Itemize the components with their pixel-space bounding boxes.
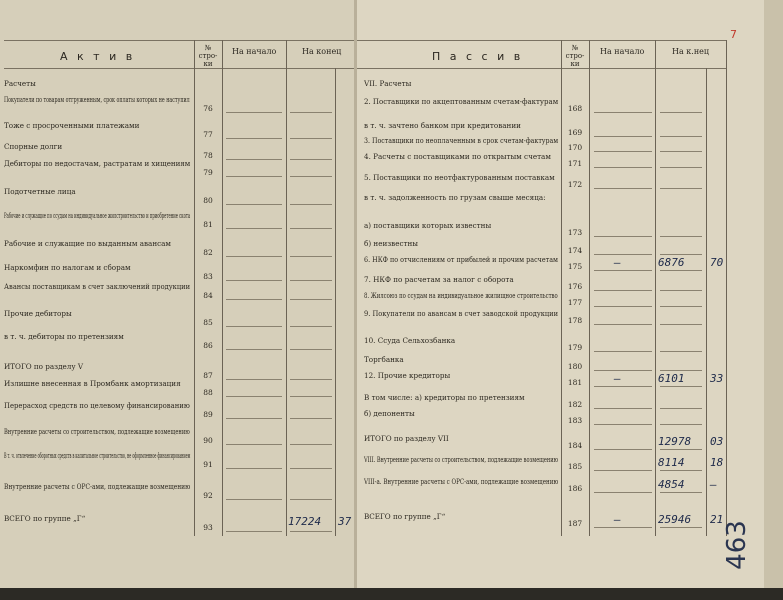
blank-line (660, 254, 702, 255)
header-top-rule (4, 40, 354, 41)
blank-line (594, 167, 652, 168)
page-edge (764, 0, 783, 600)
blank-line (594, 470, 652, 471)
blank-line (660, 449, 702, 450)
blank-line (226, 138, 282, 139)
blank-line (660, 470, 702, 471)
asset-row-label: ВСЕГО по группе „Г“ (4, 514, 86, 523)
corner-mark: 7 (730, 28, 737, 41)
blank-line (594, 306, 652, 307)
blank-line (290, 396, 332, 397)
liability-row-label: в т. ч. задолженность по грузам свыше месяца: (364, 193, 546, 202)
blank-line (660, 151, 702, 152)
liability-row-number: 183 (567, 416, 583, 425)
assets-title: А к т и в (60, 50, 136, 63)
liability-row-number: 177 (567, 298, 583, 307)
asset-row-label: Прочие дебиторы (4, 309, 72, 318)
blank-line (290, 379, 332, 380)
col-line (655, 40, 656, 536)
blank-line (226, 531, 282, 532)
blank-line (660, 112, 702, 113)
col-line (706, 68, 707, 536)
blank-line (660, 188, 702, 189)
asset-row-number: 89 (203, 410, 213, 419)
blank-line (660, 492, 702, 493)
liability-row-label: 5. Поставщики по неотфактурованным поставкам (364, 173, 555, 182)
liability-row-label: 4. Расчеты с поставщиками по открытым счетам (364, 152, 551, 161)
liability-row-number: 178 (567, 316, 583, 325)
blank-line (660, 408, 702, 409)
asset-row-number: 86 (203, 341, 213, 350)
liability-row-label: б) неизвестны (364, 239, 418, 248)
liability-row-number: 184 (567, 441, 583, 450)
blank-line (226, 299, 282, 300)
asset-row-number: 81 (203, 220, 213, 229)
blank-line (290, 280, 332, 281)
liability-start-value: – (614, 256, 621, 269)
blank-line (660, 527, 702, 528)
blank-line (660, 306, 702, 307)
blank-line (594, 370, 652, 371)
blank-line (660, 236, 702, 237)
left-rowno-header: № стро-ки (198, 44, 218, 68)
liability-row-label: 12. Прочие кредиторы (364, 371, 451, 380)
blank-line (660, 351, 702, 352)
asset-row-label: Дебиторы по недостачам, растратам и хищениям (4, 159, 191, 168)
blank-line (226, 326, 282, 327)
liability-row-number: 170 (567, 143, 583, 152)
blank-line (226, 499, 282, 500)
blank-line (226, 396, 282, 397)
blank-line (290, 138, 332, 139)
liability-row-label: VII. Расчеты (364, 79, 412, 88)
liability-row-label: 8. Жилсоюз по ссудам на индивидуальное жилищное строительство (364, 291, 558, 300)
liability-row-label: ВСЕГО по группе „Г“ (364, 512, 446, 521)
blank-line (594, 408, 652, 409)
asset-row-number: 87 (203, 371, 213, 380)
blank-line (594, 324, 652, 325)
left-start-header: На начало (232, 47, 277, 56)
asset-row-number: 77 (203, 130, 213, 139)
liability-row-number: 181 (567, 378, 583, 387)
asset-end-value: 17224 (288, 515, 322, 528)
asset-row-number: 93 (203, 523, 213, 532)
blank-line (226, 349, 282, 350)
blank-line (290, 531, 332, 532)
blank-line (290, 326, 332, 327)
asset-row-number: 83 (203, 272, 213, 281)
liability-row-label: 2. Поставщики по акцептованным счетам-фактурам (364, 97, 559, 106)
right-start-header: На начало (600, 47, 645, 56)
asset-row-number: 92 (203, 491, 213, 500)
asset-row-label: Расчеты (4, 79, 36, 88)
blank-line (226, 256, 282, 257)
liability-row-label: В том числе: а) кредиторы по претензиям (364, 393, 525, 402)
blank-line (660, 386, 702, 387)
asset-row-label: в т. ч. дебиторы по претензиям (4, 332, 124, 341)
blank-line (594, 112, 652, 113)
liability-start-value: – (614, 513, 621, 526)
liability-row-label: VIII-а. Внутренние расчеты с ОРС-ами, подлежащие возмещению (364, 477, 559, 486)
header-bottom-rule-right (357, 68, 727, 69)
blank-line (290, 112, 332, 113)
blank-line (290, 176, 332, 177)
asset-row-number: 80 (203, 196, 213, 205)
liability-row-number: 187 (567, 519, 583, 528)
asset-row-label: Наркомфин по налогам и сборам (4, 263, 131, 272)
scan-bottom-edge (0, 588, 783, 600)
liability-row-label: 6. НКФ по отчислениям от прибылей и прочим расчетам (364, 255, 559, 264)
asset-row-number: 84 (203, 291, 213, 300)
liability-row-number: 168 (567, 104, 583, 113)
blank-line (290, 228, 332, 229)
asset-row-label: Подотчетные лица (4, 187, 76, 196)
asset-row-label: Тоже с просроченными платежами (4, 121, 140, 130)
blank-line (660, 324, 702, 325)
asset-row-number: 91 (203, 460, 213, 469)
liabilities-title: П а с с и в (432, 50, 524, 63)
liability-row-label: ИТОГО по разделу VII (364, 434, 449, 443)
blank-line (290, 349, 332, 350)
blank-line (594, 236, 652, 237)
liability-row-label: а) поставщики которых известны (364, 221, 492, 230)
liability-end-kopecks: 21 (710, 513, 724, 526)
asset-end-kopecks: 37 (338, 515, 352, 528)
header-top-rule-right (357, 40, 727, 41)
blank-line (226, 418, 282, 419)
blank-line (594, 136, 652, 137)
liability-end-value: 4854 (658, 478, 685, 491)
blank-line (594, 270, 652, 271)
blank-line (226, 379, 282, 380)
asset-row-label: Покупатели по товарам отгруженным, срок оплаты которых не наступил (4, 95, 190, 104)
liability-end-kopecks: 03 (710, 435, 724, 448)
blank-line (594, 351, 652, 352)
asset-row-number: 90 (203, 436, 213, 445)
asset-row-label: Излишне внесенная в Промбанк амортизация (4, 379, 181, 388)
asset-row-number: 78 (203, 151, 213, 160)
liability-row-label: 3. Поставщики по неоплаченным в срок счетам-фактурам (364, 136, 559, 145)
asset-row-label: Перерасход средств по целевому финансированию (4, 401, 190, 410)
blank-line (226, 176, 282, 177)
asset-row-label: Рабочие и служащие по выданным авансам (4, 239, 172, 248)
asset-row-number: 76 (203, 104, 213, 113)
liability-row-number: 179 (567, 343, 583, 352)
blank-line (226, 444, 282, 445)
blank-line (660, 290, 702, 291)
blank-line (594, 492, 652, 493)
liability-row-label: Торгбанка (364, 355, 404, 364)
liability-row-label: 7. НКФ по расчетам за налог с оборота (364, 275, 514, 284)
archive-page-number: 463 (721, 520, 752, 570)
liability-row-label: VIII. Внутренние расчеты со строительством, подлежащие возмещению (364, 455, 559, 464)
asset-row-label: Рабочие и служащие по ссудам на индивидуальное жилстроительство и приобретение скота (4, 211, 191, 220)
blank-line (594, 290, 652, 291)
liability-row-label: в т. ч. зачтено банком при кредитовании (364, 121, 521, 130)
liability-row-number: 173 (567, 228, 583, 237)
asset-row-number: 88 (203, 388, 213, 397)
blank-line (660, 167, 702, 168)
blank-line (660, 424, 702, 425)
blank-line (290, 204, 332, 205)
liability-row-label: б) депоненты (364, 409, 415, 418)
col-line (286, 40, 287, 536)
header-bottom-rule (4, 68, 354, 69)
liability-end-value: 6101 (658, 372, 685, 385)
liability-row-label: 10. Ссуда Сельхозбанка (364, 336, 456, 345)
blank-line (290, 256, 332, 257)
liability-row-number: 169 (567, 128, 583, 137)
liability-row-number: 174 (567, 246, 583, 255)
liability-end-kopecks: 70 (710, 256, 724, 269)
asset-row-label: Внутренние расчеты с ОРС-ами, подлежащие возмещению (4, 482, 191, 491)
asset-row-number: 82 (203, 248, 213, 257)
blank-line (290, 444, 332, 445)
blank-line (290, 468, 332, 469)
blank-line (290, 418, 332, 419)
liability-row-number: 171 (567, 159, 583, 168)
left-page (0, 0, 355, 600)
liability-row-number: 186 (567, 484, 583, 493)
liability-end-value: 6876 (658, 256, 685, 269)
col-line (726, 40, 727, 536)
blank-line (290, 159, 332, 160)
liability-end-value: 8114 (658, 456, 685, 469)
asset-row-label: Авансы поставщикам в счет заключений продукции (4, 282, 191, 291)
liability-row-number: 172 (567, 180, 583, 189)
liability-row-label: 9. Покупатели по авансам в счет заводской продукции (364, 309, 559, 318)
asset-row-label: В т. ч. отвлечение оборотных средств в капитальное строительство, не оформленное финансированием (4, 451, 191, 460)
liability-end-value: 12978 (658, 435, 692, 448)
blank-line (226, 280, 282, 281)
blank-line (660, 136, 702, 137)
right-rowno-header: № стро-ки (565, 44, 585, 68)
page-fold (354, 0, 357, 600)
liability-row-number: 175 (567, 262, 583, 271)
liability-row-number: 180 (567, 362, 583, 371)
asset-row-number: 79 (203, 168, 213, 177)
asset-row-label: Спорные долги (4, 142, 63, 151)
blank-line (660, 370, 702, 371)
right-end-header: На к.нец (672, 47, 710, 56)
blank-line (594, 386, 652, 387)
liability-row-number: 185 (567, 462, 583, 471)
liability-end-kopecks: – (710, 478, 717, 491)
blank-line (290, 499, 332, 500)
liability-row-number: 182 (567, 400, 583, 409)
asset-row-label: Внутренние расчеты со строительством, подлежащие возмещению (4, 427, 190, 436)
blank-line (594, 449, 652, 450)
blank-line (226, 228, 282, 229)
blank-line (226, 468, 282, 469)
blank-line (660, 270, 702, 271)
blank-line (226, 204, 282, 205)
liability-end-kopecks: 18 (710, 456, 724, 469)
asset-row-label: ИТОГО по разделу V (4, 362, 84, 371)
liability-end-value: 25946 (658, 513, 692, 526)
blank-line (290, 299, 332, 300)
blank-line (226, 112, 282, 113)
col-line (335, 68, 336, 536)
liability-start-value: – (614, 372, 621, 385)
liability-row-number: 176 (567, 282, 583, 291)
blank-line (594, 151, 652, 152)
asset-row-number: 85 (203, 318, 213, 327)
liability-end-kopecks: 33 (710, 372, 724, 385)
left-end-header: На конец (302, 47, 342, 56)
blank-line (226, 159, 282, 160)
blank-line (594, 188, 652, 189)
blank-line (594, 527, 652, 528)
blank-line (594, 254, 652, 255)
blank-line (594, 424, 652, 425)
